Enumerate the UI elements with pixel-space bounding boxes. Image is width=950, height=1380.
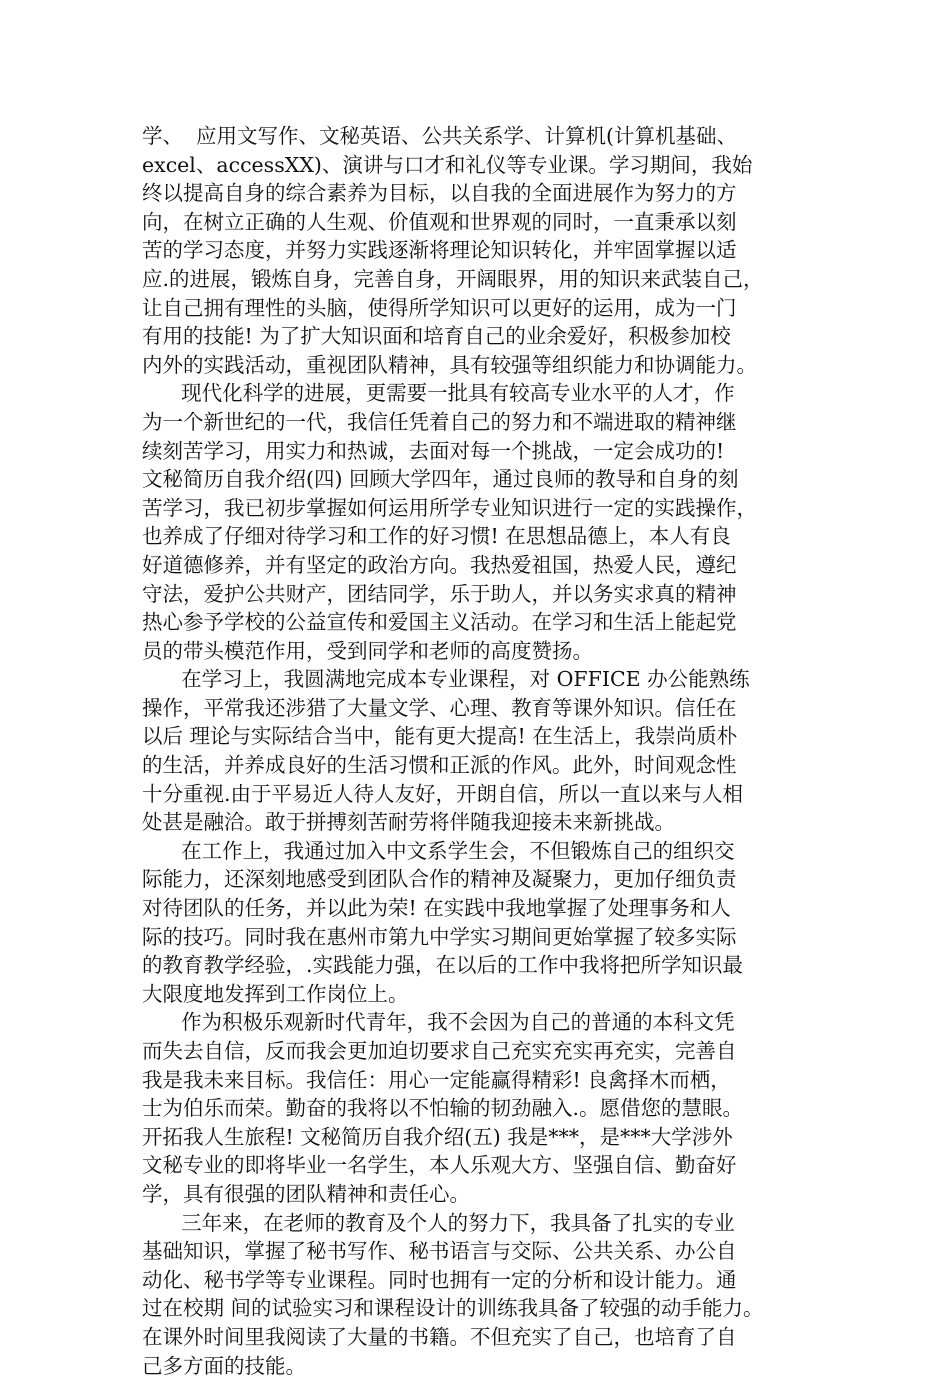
text-line: 际能力，还深刻地感受到团队合作的精神及凝聚力，更加仔细负责 bbox=[142, 867, 737, 892]
text-line: 内外的实践活动，重视团队精神，具有较强等组织能力和协调能力。 bbox=[142, 352, 757, 377]
text-line: 以后 理论与实际结合当中，能有更大提高! 在生活上，我崇尚质朴 bbox=[142, 724, 738, 749]
text-line: 十分重视.由于平易近人待人友好，开朗自信，所以一直以来与人相 bbox=[142, 781, 744, 806]
text-line: 三年来，在老师的教育及个人的努力下，我具备了扎实的专业 bbox=[142, 1210, 735, 1235]
text-line: 作为积极乐观新时代青年，我不会因为自己的普通的本科文凭 bbox=[142, 1010, 735, 1035]
text-line: 应.的进展，锻炼自身，完善自身，开阔眼界，用的知识来武装自己， bbox=[142, 266, 764, 291]
text-line: 过在校期 间的试验实习和课程设计的训练我具备了较强的动手能力。 bbox=[142, 1296, 764, 1321]
text-line: 苦学习，我已初步掌握如何运用所学专业知识进行一定的实践操作， bbox=[142, 495, 757, 520]
body-text bbox=[142, 122, 832, 1380]
text-line: 士为伯乐而荣。勤奋的我将以不怕输的韧劲融入.。愿借您的慧眼。 bbox=[142, 1096, 744, 1121]
text-line: 学，具有很强的团队精神和责任心。 bbox=[142, 1181, 470, 1206]
text-line: 为一个新世纪的一代，我信任凭着自己的努力和不端进取的精神继 bbox=[142, 409, 737, 434]
text-line: 热心参予学校的公益宣传和爱国主义活动。在学习和生活上能起党 bbox=[142, 610, 737, 635]
text-line: 终以提高自身的综合素养为目标，以自我的全面进展作为努力的方 bbox=[142, 181, 737, 206]
text-line: 在工作上，我通过加入中文系学生会，不但锻炼自己的组织交 bbox=[142, 838, 735, 863]
text-line: 际的技巧。同时我在惠州市第九中学实习期间更始掌握了较多实际 bbox=[142, 924, 737, 949]
text-line: 也养成了仔细对待学习和工作的好习惯! 在思想品德上，本人有良 bbox=[142, 524, 731, 549]
text-line: 我是我未来目标。我信任：用心一定能赢得精彩! 良禽择木而栖， bbox=[142, 1067, 731, 1092]
text-line: 大限度地发挥到工作岗位上。 bbox=[142, 981, 409, 1006]
text-line: 己多方面的技能。 bbox=[142, 1353, 306, 1378]
text-line: 有用的技能! 为了扩大知识面和培育自己的业余爱好，积极参加校 bbox=[142, 324, 731, 349]
text-line: 的教育教学经验，.实践能力强，在以后的工作中我将把所学知识最 bbox=[142, 953, 744, 978]
text-line: 文秘简历自我介绍(四) 回顾大学四年，通过良师的教导和自身的刻 bbox=[142, 467, 739, 492]
text-line: 的生活，并养成良好的生活习惯和正派的作风。此外，时间观念性 bbox=[142, 753, 737, 778]
text-line: 开拓我人生旅程! 文秘简历自我介绍(五) 我是***，是***大学涉外 bbox=[142, 1124, 733, 1149]
text-line: 让自己拥有理性的头脑，使得所学知识可以更好的运用，成为一门 bbox=[142, 295, 737, 320]
text-line: 文秘专业的即将毕业一名学生，本人乐观大方、坚强自信、勤奋好 bbox=[142, 1153, 737, 1178]
text-line: 向，在树立正确的人生观、价值观和世界观的同时，一直秉承以刻 bbox=[142, 209, 737, 234]
text-line: 守法，爱护公共财产，团结同学，乐于助人，并以务实求真的精神 bbox=[142, 581, 737, 606]
text-line: 在课外时间里我阅读了大量的书籍。不但充实了自己，也培育了自 bbox=[142, 1324, 737, 1349]
text-line: 学、 应用文写作、文秘英语、公共关系学、计算机(计算机基础、 bbox=[142, 124, 738, 148]
text-line: 基础知识，掌握了秘书写作、秘书语言与交际、公共关系、办公自 bbox=[142, 1239, 737, 1264]
text-line: 而失去自信，反而我会更加迫切要求自己充实充实再充实，完善自 bbox=[142, 1039, 737, 1063]
text-line: 动化、秘书学等专业课程。同时也拥有一定的分析和设计能力。通 bbox=[142, 1267, 737, 1292]
text-line: 好道德修养，并有坚定的政治方向。我热爱祖国，热爱人民，遵纪 bbox=[142, 552, 737, 577]
text-line: 操作，平常我还涉猎了大量文学、心理、教育等课外知识。信任在 bbox=[142, 695, 737, 720]
text-line: 对待团队的任务，并以此为荣! 在实践中我地掌握了处理事务和人 bbox=[142, 896, 731, 921]
text-line: 苦的学习态度，并努力实践逐渐将理论知识转化，并牢固掌握以适 bbox=[142, 238, 737, 263]
text-line: 续刻苦学习，用实力和热诚，去面对每一个挑战，一定会成功的! bbox=[142, 438, 725, 463]
text-line: 处甚是融洽。敢于拼搏刻苦耐劳将伴随我迎接未来新挑战。 bbox=[142, 810, 675, 835]
text-line: 员的带头模范作用，受到同学和老师的高度赞扬。 bbox=[142, 638, 593, 663]
text-line: excel、accessXX)、演讲与口才和礼仪等专业课。学习期间，我始 bbox=[142, 152, 753, 177]
text-line: 在学习上，我圆满地完成本专业课程，对 OFFICE 办公能熟练 bbox=[142, 667, 750, 692]
text-line: 现代化科学的进展，更需要一批具有较高专业水平的人才，作 bbox=[142, 381, 735, 406]
